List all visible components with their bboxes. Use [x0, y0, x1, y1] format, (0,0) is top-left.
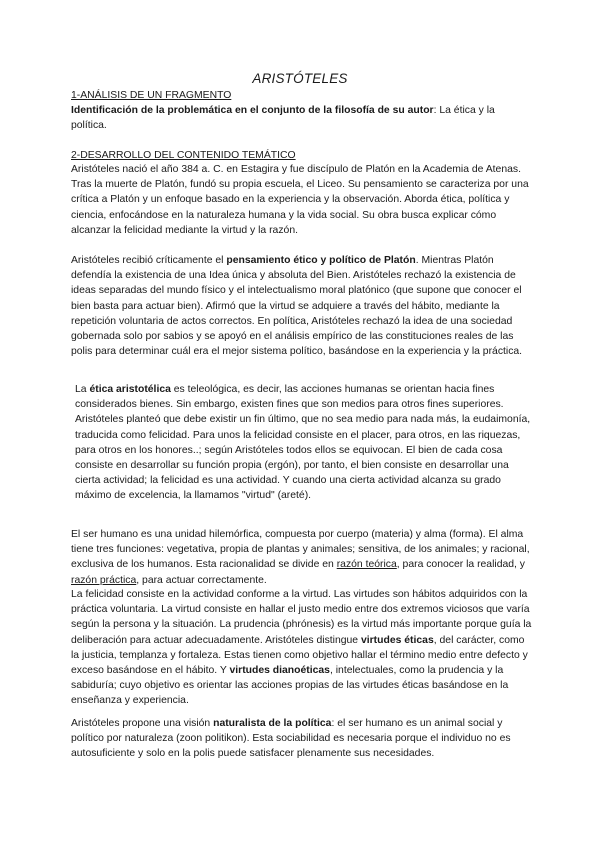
- p5-virtudes-dianoeticas: virtudes dianoéticas: [229, 665, 330, 677]
- p4-text-a: El ser humano es una unidad hilemórfica, compuesta por cuerpo (materia) y alma (forma). El alma tiene tres funciones: vegetativa, propia de plantas y animales; sensitiva, de los animales; y racional, exclusiva de los humanos. Esta racionalidad se divide en: [71, 529, 530, 571]
- p3-text-a: La: [75, 384, 90, 395]
- paragraph-virtudes: [71, 587, 533, 709]
- p3-text-c: es teleológica, es decir, las acciones humanas se orientan hacia fines considerados bienes. Sin embargo, existen fines que son medios para otros fines superiores. Aristóteles planteó que debe existir un fin último, que no sea medio para nada más, la eudaimonía, traducida como felicidad. Para unos la felicidad consiste en el placer, para otros, en las riquezas, para otros en los honores..; según Aristóteles todos ellos se equivocan. El bien de cada cosa consiste en desarrollar su función propia (ergón), por tanto, el bien consiste en desarrollar una cierta actividad; la felicidad es una actividad. Y cuando una cierta actividad alcanza su grado máximo de excelencia, la llamamos "virtud" (areté).: [75, 384, 531, 502]
- problematica-text: : La ética y la política.: [71, 105, 495, 132]
- p6-text-c: : el ser humano es un animal social y político por naturaleza (zoon politikon). Esta sociabilidad es necesaria porque el individuo no es autosuficiente y solo en la polis puede satisfacer plenamente sus necesidades.: [71, 718, 511, 760]
- p5-text-b: , del carácter, como la justicia, templanza y fortaleza. Estas tienen como objetivo hallar el término medio entre defecto y exceso basándose en el hábito. Y: [71, 634, 528, 677]
- section-2-heading: 2-DESARROLLO DEL CONTENIDO TEMÁTICO: [71, 150, 296, 161]
- p2-bold: pensamiento ético y político de Platón: [226, 255, 416, 266]
- p4-text-c: , para actuar correctamente.: [136, 574, 267, 586]
- paragraph-biography: Aristóteles nació el año 384 a. C. en Estagira y fue discípulo de Platón en la Academia de Atenas. Tras la muerte de Platón, fundó su propia escuela, el Liceo. Su pensamiento se caracteriza por una crítica a Platón y un enfoque basado en la experiencia y la observación. Aborda ética, política y ciencia, enfocándose en la naturaleza humana y la vida social. Su obra busca explicar cómo alcanzar la felicidad mediante la virtud y la razón.: [71, 164, 529, 236]
- p6-bold: naturalista de la política: [213, 718, 332, 729]
- paragraph-etica-aristotelica: [75, 382, 533, 504]
- p2-text-c: . Mientras Platón defendía la existencia de una Idea única y absoluta del Bien. Aristóteles rechazó la existencia de ideas separadas del mundo físico y el intelectualismo moral platónico (que supone que conocer el bien basta para actuar bien). Afirmó que la virtud se adquiere a través del hábito, mediante la repetición voluntaria de actos correctos. En política, Aristóteles rechazó la idea de una sociedad gobernada solo por sabios y se apoyó en el análisis empírico de las constituciones reales de las polis para determinar cuál era el mejor sistema político, basándose en la experiencia y la práctica.: [71, 255, 523, 358]
- p5-text-a: La felicidad consiste en la actividad conforme a la virtud. Las virtudes son hábitos adquiridos con la práctica voluntaria. La virtud consiste en hallar el justo medio entre dos extremos viciosos que varía según la persona y la situación. La prudencia (phrónesis) es la virtud más importante porque guía la deliberación para actuar adecuadamente. Aristóteles distingue: [71, 589, 532, 646]
- p5-virtudes-eticas: virtudes éticas: [360, 634, 434, 646]
- p5-text-c: , intelectuales, como la prudencia y la sabiduría; cuyo objetivo es orientar las acciones propias de las virtudes éticas basándose en la enseñanza y experiencia.: [71, 665, 509, 707]
- paragraph-politica: [71, 716, 533, 762]
- p3-bold: ética aristotélica: [89, 384, 171, 395]
- problematica-label: Identificación de la problemática en el conjunto de la filosofía de su autor: [71, 105, 434, 116]
- paragraph-ser-humano: [71, 527, 533, 588]
- p4-text-b: , para conocer la realidad, y: [396, 559, 526, 571]
- paragraph-critica-platon: [71, 253, 533, 359]
- p4-razon-teorica: razón teórica: [336, 559, 397, 571]
- problematica-paragraph: [71, 103, 533, 133]
- p4-razon-practica: razón práctica: [71, 574, 137, 586]
- section-1-heading: 1-ANÁLISIS DE UN FRAGMENTO: [71, 90, 232, 101]
- p2-text-a: Aristóteles recibió críticamente el: [71, 255, 227, 266]
- document-title: ARISTÓTELES: [252, 71, 348, 86]
- p6-text-a: Aristóteles propone una visión: [71, 718, 214, 729]
